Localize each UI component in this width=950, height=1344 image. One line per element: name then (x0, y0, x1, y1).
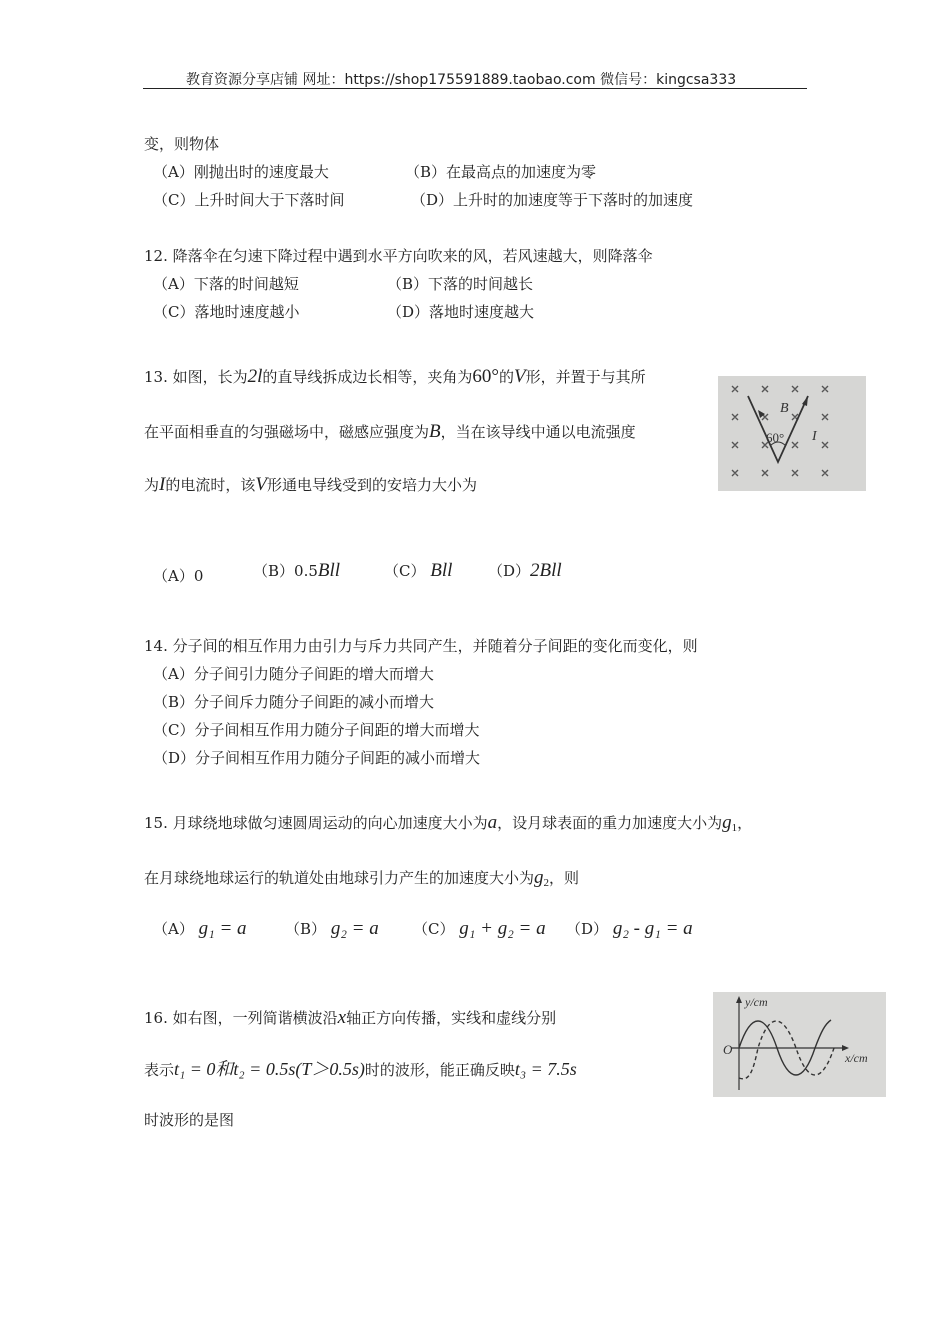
q13-line-1 (144, 366, 646, 388)
q15-option-c (413, 918, 546, 940)
q16-line-3: 时波形的是图 (144, 1111, 235, 1129)
q16-math-x: x (337, 1007, 347, 1028)
q13-line-2 (144, 421, 636, 443)
q14-option-a: （A）分子间引力随分子间距的增大而增大 (153, 665, 434, 683)
q15-math-g1: $g_1$ (722, 812, 738, 834)
q11-option-c: （C）上升时间大于下落时间 (153, 191, 345, 209)
q16-math-t1-t2: t₁ = 0和t₂ = 0.5s(T＞0.5s) (174, 1059, 365, 1079)
q11-option-d: （D）上升时的加速度等于下落时的加速度 (411, 191, 694, 209)
page-header: 教育资源分享店铺 网址：https://shop175591889.taobao.com 微信号：kingcsa333 (186, 72, 737, 88)
q16-wave-drawing (713, 992, 886, 1097)
q15-math-a: a (487, 812, 498, 833)
option-label: （B） (253, 562, 295, 580)
figure-label-b: B (780, 401, 789, 416)
q11-option-a: （A）刚抛出时的速度最大 (153, 163, 329, 181)
option-label: （D） (566, 920, 609, 938)
option-expr: g₁ + g₂ = a (459, 918, 546, 939)
option-label: （C） (384, 562, 426, 580)
q13-text: 在平面相垂直的匀强磁场中，磁感应强度为 (144, 423, 430, 441)
q13-text: 形通电导线受到的安培力大小为 (266, 476, 477, 494)
q16-line-1 (144, 1007, 556, 1029)
q15-text: ，设月球表面的重力加速度大小为 (497, 814, 723, 832)
q13-math-b: B (429, 421, 441, 442)
q13-math-2l: 2l (247, 366, 263, 387)
q12-option-c: （C）落地时速度越小 (153, 303, 300, 321)
q13-text: 的直导线拆成边长相等，夹角为 (262, 368, 473, 386)
q16-line-2 (144, 1055, 577, 1081)
q13-line-3 (144, 474, 477, 496)
option-expr: g₂ - g₁ = a (612, 918, 693, 939)
q11-stem-tail: 变，则物体 (144, 135, 220, 153)
q12-option-d: （D）落地时速度越大 (387, 303, 535, 321)
q12-stem: 12. 降落伞在匀速下降过程中遇到水平方向吹来的风，若风速越大，则降落伞 (144, 247, 653, 265)
q14-option-b: （B）分子间斥力随分子间距的减小而增大 (153, 693, 435, 711)
q13-text: 为 (144, 476, 160, 494)
q13-math-60: 60° (472, 366, 500, 387)
option-math: Bll (430, 560, 453, 581)
q14-stem: 14. 分子间的相互作用力由引力与斥力共同产生，并随着分子间距的变化而变化，则 (144, 637, 698, 655)
q13-option-b (253, 560, 340, 582)
q15-line-2 (144, 867, 579, 889)
q15-text: ， (737, 814, 753, 832)
q13-option-a (153, 565, 203, 586)
q13-option-c (384, 560, 452, 582)
q15-text: 15. 月球绕地球做匀速圆周运动的向心加速度大小为 (144, 814, 488, 832)
q13-figure-drawing (718, 376, 866, 491)
q11-option-b: （B）在最高点的加速度为零 (405, 163, 597, 181)
option-label: （B） (285, 920, 327, 938)
q16-text: 16. 如右图，一列简谐横波沿 (144, 1009, 338, 1027)
option-label: （D） (488, 562, 531, 580)
q13-math-v: V (514, 366, 526, 387)
q15-option-d (566, 918, 693, 940)
option-label: （A） (153, 920, 194, 938)
q15-text: 在月球绕地球运行的轨道处由地球引力产生的加速度大小为 (144, 869, 535, 887)
q13-option-d (488, 560, 562, 582)
figure-label-i: I (812, 429, 817, 444)
q16-text: 轴正方向传播，实线和虚线分别 (346, 1009, 557, 1027)
q15-option-a (153, 918, 247, 940)
origin-label: O (723, 1042, 733, 1057)
dashed-wave-t2 (739, 1021, 834, 1079)
option-value: 0 (193, 567, 204, 585)
q15-line-1 (144, 812, 752, 834)
q13-math-v: V (255, 474, 267, 495)
y-axis-label: y/cm (745, 995, 768, 1009)
q16-math-t3: t₃ = 7.5s (514, 1059, 577, 1079)
option-expr: g₂ = a (330, 918, 379, 939)
option-prefix: 0.5 (294, 562, 318, 580)
q13-magnetic-field-figure (718, 376, 866, 491)
option-label: （A） (153, 567, 194, 585)
q12-option-b: （B）下落的时间越长 (387, 275, 534, 293)
q13-math-i: I (159, 474, 166, 495)
q15-math-g2: $g_2$ (534, 867, 550, 889)
option-math: 2Bll (530, 560, 562, 581)
option-label: （C） (413, 920, 455, 938)
current-arrow-icon (802, 396, 808, 406)
header-rule (143, 88, 807, 89)
q13-text: 13. 如图，长为 (144, 368, 248, 386)
q16-text: 时的波形，能正确反映 (364, 1061, 515, 1079)
q13-text: 的 (499, 368, 515, 386)
q12-option-a: （A）下落的时间越短 (153, 275, 299, 293)
q15-option-b (285, 918, 379, 940)
q16-text: 表示 (144, 1061, 175, 1079)
q16-wave-figure (713, 992, 886, 1097)
q13-text: 形，并置于与其所 (525, 368, 646, 386)
v-shaped-wire (748, 396, 808, 462)
q13-text: ，当在该导线中通以电流强度 (440, 423, 636, 441)
figure-label-angle: 60° (766, 430, 785, 445)
x-axis-label: x/cm (845, 1051, 868, 1065)
q15-text: ，则 (549, 869, 580, 887)
y-axis-arrow-icon (736, 996, 742, 1003)
option-expr: g₁ = a (198, 918, 247, 939)
option-math: Bll (317, 560, 341, 581)
q13-text: 的电流时，该 (165, 476, 256, 494)
q14-option-d: （D）分子间相互作用力随分子间距的减小而增大 (153, 749, 481, 767)
q14-option-c: （C）分子间相互作用力随分子间距的增大而增大 (153, 721, 480, 739)
